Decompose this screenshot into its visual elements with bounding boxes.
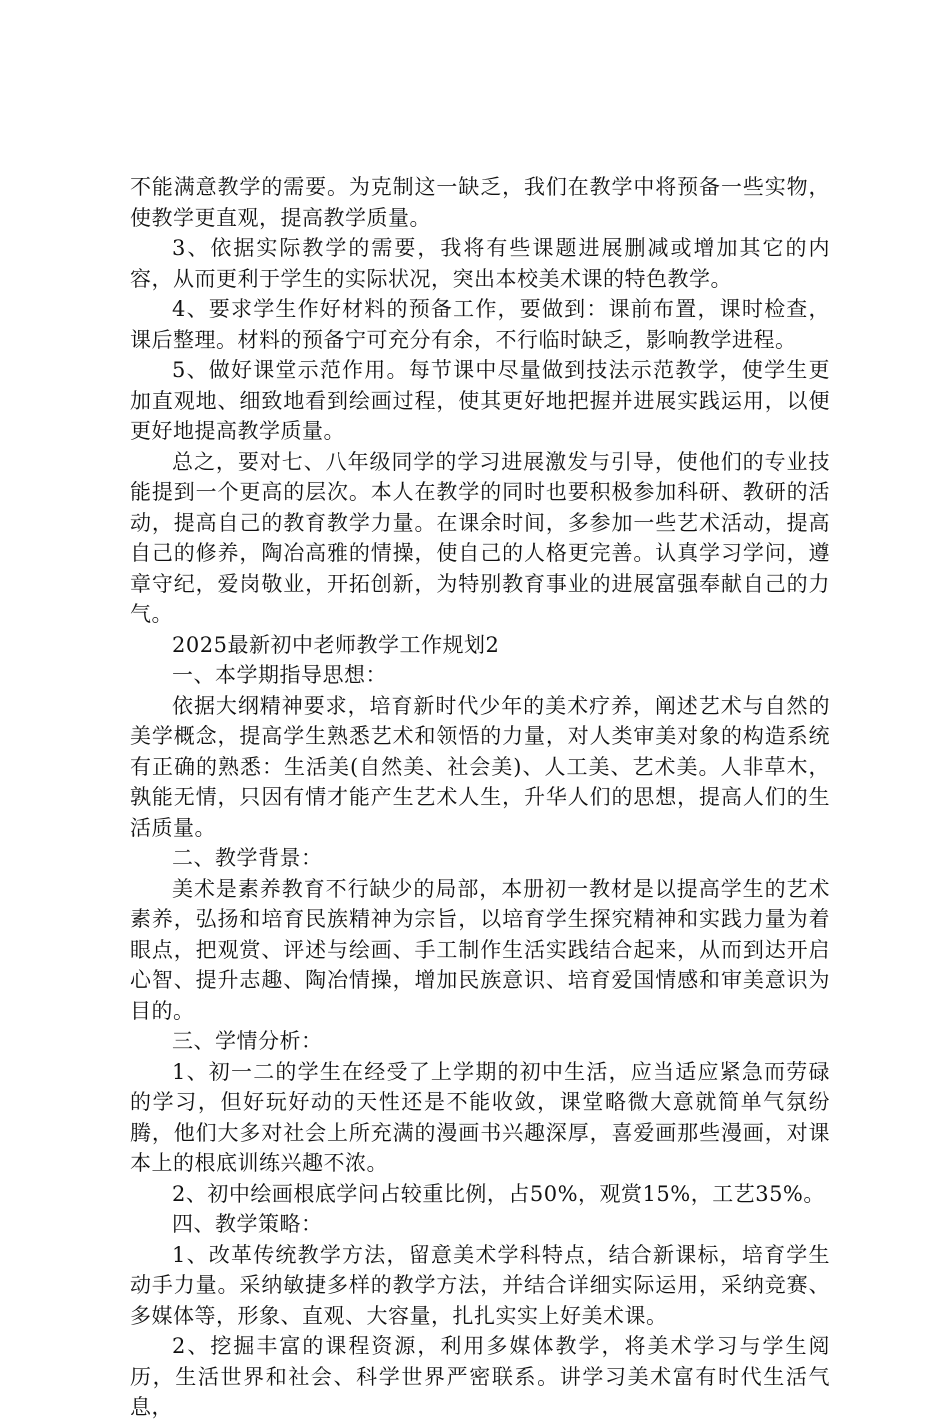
document-page	[130, 172, 830, 1423]
paragraph-strategy-2: 2、挖掘丰富的课程资源，利用多媒体教学，将美术学习与学生阅历，生活世界和社会、科学世界严密联系。讲学习美术富有时代生活气息，	[130, 1334, 830, 1419]
heading-guiding-thought: 一、本学期指导思想：	[172, 663, 387, 687]
heading-student-analysis: 三、学情分析：	[172, 1029, 323, 1053]
paragraph-5: 总之，要对七、八年级同学的学习进展激发与引导，使他们的专业技能提到一个更高的层次。本人在教学的同时也要积极参加科研、教研的活动，提高自己的教育教学力量。在课余时间，多参加一些艺术活动，提高自己的修养，陶冶高雅的情操，使自己的人格更完善。认真学习学问，遵章守纪，爱岗敬业，开拓创新，为特别教育事业的进展富强奉献自己的力气。	[130, 449, 830, 626]
paragraph-1: 不能满意教学的需要。为克制这一缺乏，我们在教学中将预备一些实物，使教学更直观，提高教学质量。	[130, 175, 830, 230]
heading-teaching-background: 二、教学背景：	[172, 846, 323, 870]
paragraph-student-analysis-1: 1、初一二的学生在经受了上学期的初中生活，应当适应紧急而劳碌的学习，但好玩好动的天性还是不能收敛，课堂略微大意就简单气氛纷腾，他们大多对社会上所充满的漫画书兴趣深厚，喜爱画那些漫画，对课本上的根底训练兴趣不浓。	[130, 1059, 830, 1175]
paragraph-2: 3、依据实际教学的需要，我将有些课题进展删减或增加其它的内容，从而更利于学生的实际状况，突出本校美术课的特色教学。	[130, 236, 830, 291]
paragraph-strategy-1: 1、改革传统教学方法，留意美术学科特点，结合新课标，培育学生动手力量。采纳敏捷多样的教学方法，并结合详细实际运用，采纳竞赛、多媒体等，形象、直观、大容量，扎扎实实上好美术课。	[130, 1242, 830, 1328]
paragraph-guiding-thought: 依据大纲精神要求，培育新时代少年的美术疗养，阐述艺术与自然的美学概念，提高学生熟悉艺术和领悟的力量，对人类审美对象的构造系统有正确的熟悉：生活美(自然美、社会美)、人工美、艺术美。人非草木，孰能无情，只因有情才能产生艺术人生，升华人们的思想，提高人们的生活质量。	[130, 693, 830, 840]
heading-teaching-strategy: 四、教学策略：	[172, 1212, 323, 1236]
paragraph-student-analysis-2: 2、初中绘画根底学问占较重比例，占50%，观赏15%，工艺35%。	[172, 1181, 825, 1206]
section-title: 2025最新初中老师教学工作规划2	[172, 632, 500, 657]
paragraph-4: 5、做好课堂示范作用。每节课中尽量做到技法示范教学，使学生更加直观地、细致地看到绘画过程，使其更好地把握并进展实践运用，以便更好地提高教学质量。	[130, 358, 830, 443]
paragraph-teaching-background: 美术是素养教育不行缺少的局部，本册初一教材是以提高学生的艺术素养，弘扬和培育民族精神为宗旨，以培育学生探究精神和实践力量为着眼点，把观赏、评述与绘画、手工制作生活实践结合起来，从而到达开启心智、提升志趣、陶冶情操，增加民族意识、培育爱国情感和审美意识为目的。	[130, 876, 830, 1023]
paragraph-3: 4、要求学生作好材料的预备工作，要做到：课前布置，课时检查，课后整理。材料的预备宁可充分有余，不行临时缺乏，影响教学进程。	[130, 297, 830, 352]
